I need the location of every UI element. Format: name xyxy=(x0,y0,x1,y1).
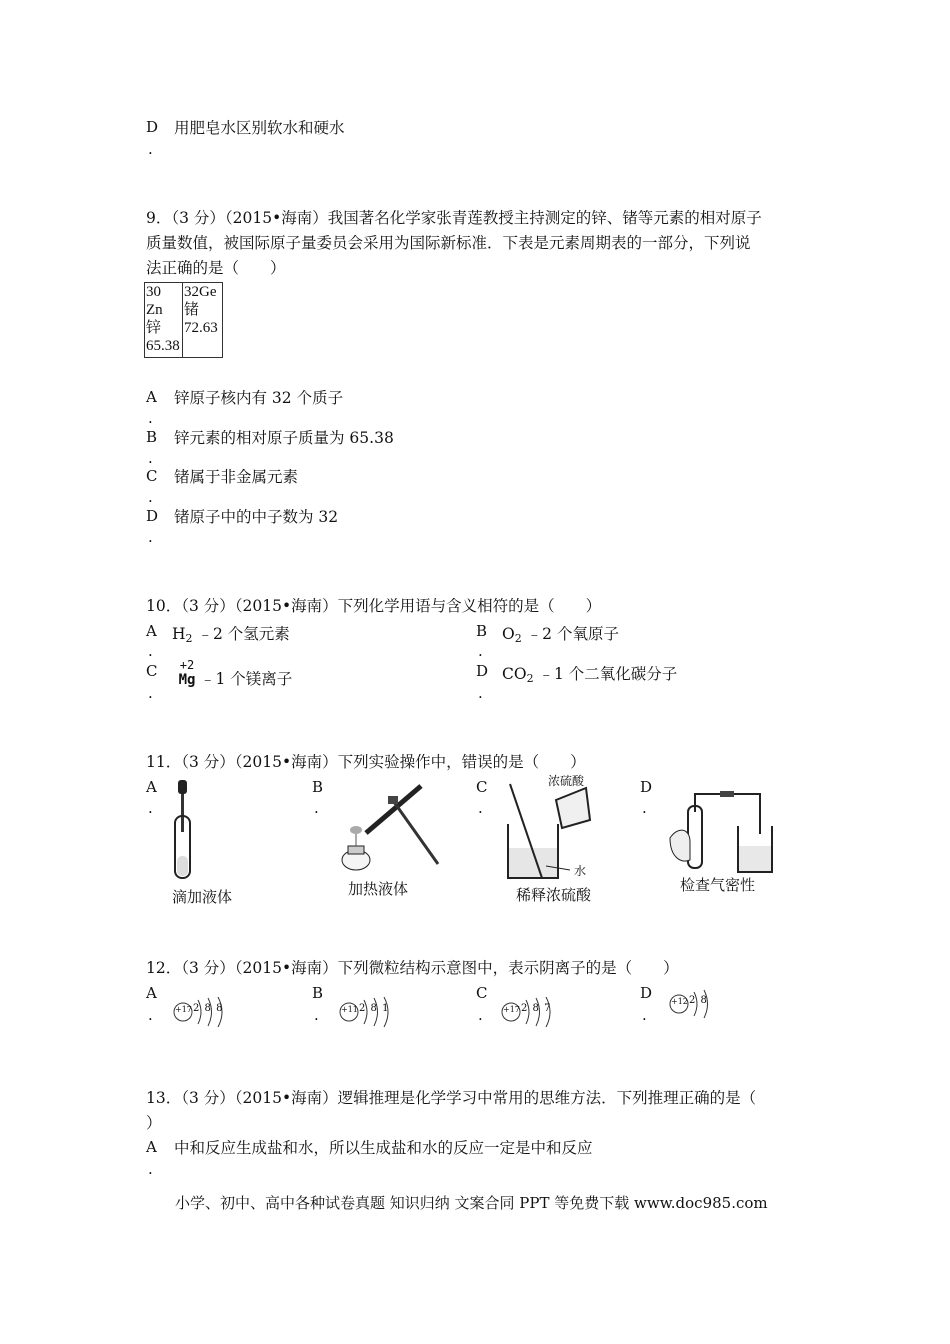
option-letter: C xyxy=(146,467,158,485)
option-text: 锗原子中的中子数为 32 xyxy=(174,508,339,526)
option-letter: A xyxy=(146,388,157,406)
dropper-test-tube-figure xyxy=(166,776,200,886)
question-stem: 9．（3 分）（2015•海南）我国著名化学家张青莲教授主持测定的锌、锗等元素的相对原子 质量数值，被国际原子量委员会采用为国际新标准．下表是元素周期表的一部分，下列说 法正确的是（ ） xyxy=(146,209,762,277)
option-dot: . xyxy=(148,449,153,467)
airtightness-check-figure xyxy=(660,776,780,876)
option-dot: . xyxy=(478,1006,483,1024)
option-dot: . xyxy=(148,409,153,427)
figure-caption: 滴加液体 xyxy=(172,888,233,906)
option-letter: C xyxy=(476,984,488,1002)
ion-symbol: +2 Mg xyxy=(178,658,196,688)
question-stem: 11．（3 分）（2015•海南）下列实验操作中，错误的是（ ） xyxy=(146,753,586,771)
question-stem: 13．（3 分）（2015•海南）逻辑推理是化学学习中常用的思维方法．下列推理正确的是（ ） xyxy=(146,1089,757,1132)
figure-label: 水 xyxy=(574,864,587,878)
figure-caption: 稀释浓硫酸 xyxy=(516,886,592,904)
option-letter: A xyxy=(146,984,157,1002)
option-dot: . xyxy=(642,1006,647,1024)
option-letter: A xyxy=(146,622,157,640)
option-letter: D xyxy=(146,118,159,136)
question-stem: 10．（3 分）（2015•海南）下列化学用语与含义相符的是（ ） xyxy=(146,597,602,615)
germanium-cell: 32Ge 锗 72.63 xyxy=(183,283,223,358)
figure-caption: 检查气密性 xyxy=(680,876,756,894)
periodic-table-fragment xyxy=(144,282,223,358)
option-dot: . xyxy=(148,684,153,702)
option-dot: . xyxy=(148,1006,153,1024)
option-text: $O_2$ ﹣2 个氧原子 xyxy=(502,625,619,645)
option-text: 锌原子核内有 32 个质子 xyxy=(174,389,344,407)
heating-liquid-figure xyxy=(326,778,446,878)
figure-label: 浓硫酸 xyxy=(548,774,585,788)
option-dot: . xyxy=(148,1160,153,1178)
option-dot: . xyxy=(478,642,483,660)
option-text: 中和反应生成盐和水，所以生成盐和水的反应一定是中和反应 xyxy=(174,1139,593,1157)
option-letter: B xyxy=(312,984,324,1002)
option-letter: B xyxy=(476,622,488,640)
option-letter: C xyxy=(476,778,488,796)
option-dot: . xyxy=(314,1006,319,1024)
option-dot: . xyxy=(478,799,483,817)
option-dot: . xyxy=(148,488,153,506)
page-footer: 小学、初中、高中各种试卷真题 知识归纳 文案合同 PPT 等免费下载 www.doc985.com xyxy=(175,1194,768,1212)
option-dot: . xyxy=(148,799,153,817)
option-letter: C xyxy=(146,662,158,680)
option-dot: . xyxy=(642,799,647,817)
option-letter: D xyxy=(146,507,159,525)
option-text: 用肥皂水区别软水和硬水 xyxy=(174,119,345,137)
option-text: 锗属于非金属元素 xyxy=(174,468,299,486)
option-letter: D xyxy=(476,662,489,680)
option-dot: . xyxy=(148,140,153,158)
question-stem: 12．（3 分）（2015•海南）下列微粒结构示意图中，表示阴离子的是（ ） xyxy=(146,959,679,977)
option-letter: A xyxy=(146,1138,157,1156)
option-text: $H_2$ ﹣2 个氢元素 xyxy=(172,625,290,645)
option-text: ﹣1 个镁离子 xyxy=(200,670,293,688)
option-dot: . xyxy=(148,528,153,546)
option-text: $CO_2$ ﹣1 个二氧化碳分子 xyxy=(502,665,678,685)
option-letter: B xyxy=(146,428,158,446)
figure-caption: 加热液体 xyxy=(348,880,409,898)
atomic-structure-diagram: +17 2 8 8 xyxy=(172,996,232,1028)
option-letter: D xyxy=(640,984,653,1002)
option-dot: . xyxy=(148,642,153,660)
atomic-structure-diagram: +11 2 8 1 xyxy=(338,996,398,1028)
option-dot: . xyxy=(478,684,483,702)
atomic-structure-diagram: +12 2 8 xyxy=(668,988,718,1020)
zinc-cell: 30 Zn 锌 65.38 xyxy=(145,283,183,358)
option-letter: B xyxy=(312,778,324,796)
option-letter: D xyxy=(640,778,653,796)
atomic-structure-diagram: +17 2 8 7 xyxy=(500,996,560,1028)
option-text: 锌元素的相对原子质量为 65.38 xyxy=(174,429,394,447)
option-dot: . xyxy=(314,799,319,817)
diluting-acid-figure xyxy=(496,774,606,882)
option-letter: A xyxy=(146,778,157,796)
